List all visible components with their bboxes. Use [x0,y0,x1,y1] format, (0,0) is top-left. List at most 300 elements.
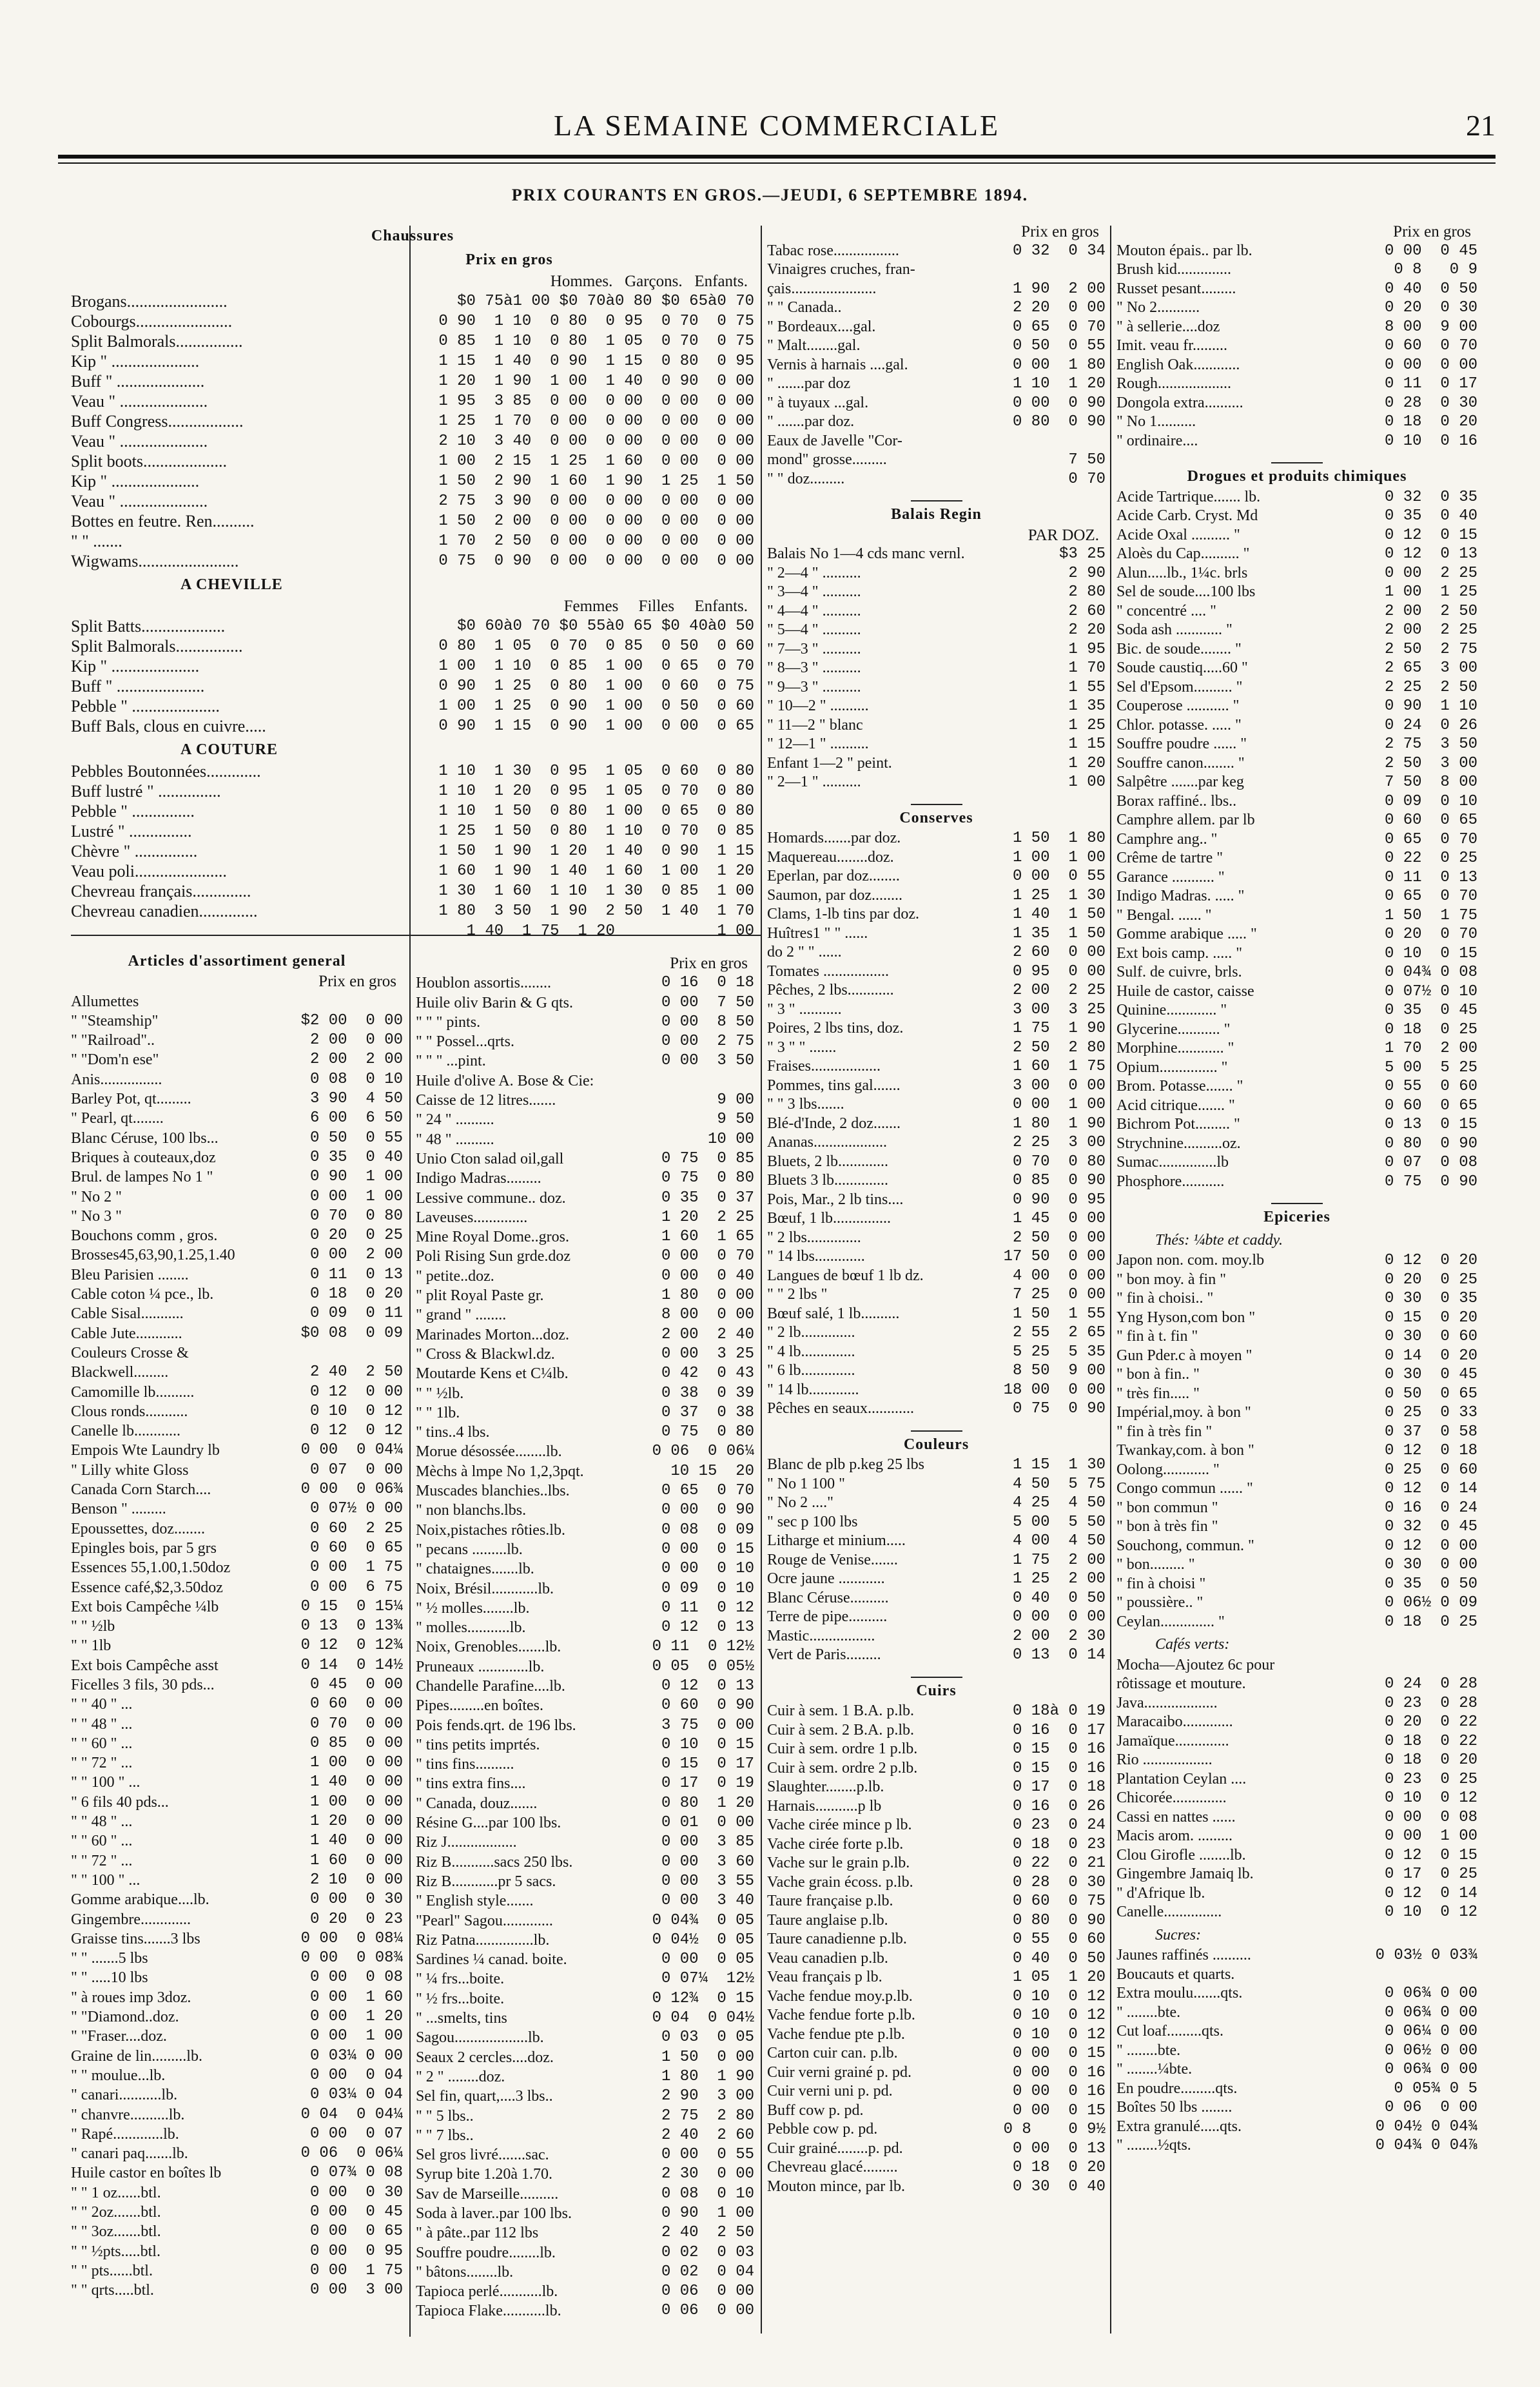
price-row [71,2222,403,2241]
price-row [71,1851,403,1871]
price-row [416,1755,754,1774]
item-name: Buff lustré " ............... [71,782,221,801]
item-name: Tapioca perlé...........lb. [416,2283,558,2301]
item-price: $2 00 0 00 [300,1011,403,1029]
price-row [1116,1537,1477,1556]
item-name: Indigo Madras. ..... " [1116,888,1245,904]
item-price: 0 00 1 00 [1012,1096,1106,1113]
item-name: " " 3 lbs....... [767,1096,844,1113]
item-price: 2 00 2 30 [1012,1627,1106,1645]
price-row [767,432,1106,451]
price-row [1116,1001,1477,1020]
item-price: 1 20 1 90 1 00 1 40 0 90 0 00 [438,373,754,390]
price-row [1116,1555,1477,1575]
price-row [416,2126,754,2145]
item-name: Pêches, 2 lbs............ [767,982,894,999]
price-row [416,1599,754,1618]
item-price: 0 17 0 19 [661,1775,754,1793]
price-row [767,1589,1106,1608]
item-name: " .......par doz [767,375,851,392]
item-name: " .......par doz. [767,413,855,430]
item-price: 0 40 0 50 [1384,280,1477,298]
item-price: 1 80 1 90 [1012,1115,1106,1133]
price-row [767,2120,1106,2139]
item-name: Gingembre............. [71,1911,191,1928]
price-row [71,821,754,841]
item-name: Langues de bœuf 1 lb dz. [767,1267,924,1284]
price-row [1116,1770,1477,1789]
price-row [71,901,754,921]
item-price: 0 06¾ 0 00 [1384,2061,1477,2078]
price-list [767,545,1106,792]
item-name: Acid citrique....... " [1116,1096,1235,1114]
item-price: 0 60 0 65 [309,1539,403,1557]
price-row [71,636,754,656]
item-price: 0 8 0 9 [1394,261,1477,278]
price-row [1116,1020,1477,1040]
item-name: Camomille lb.......... [71,1383,195,1401]
item-price: 3 00 0 00 [1012,1077,1106,1095]
item-name: Mouton mince, par lb. [767,2178,905,2195]
price-row [767,1778,1106,1797]
price-row [416,1579,754,1599]
price-row [71,351,754,371]
section-title: Cuirs [916,1682,957,1699]
item-price: 7 25 0 00 [1012,1286,1106,1303]
price-row [1116,1884,1477,1904]
item-name [71,921,463,941]
price-row [767,1381,1106,1400]
column-header: Femmes Filles Enfants. [563,598,748,615]
price-row [1116,640,1477,659]
item-name: " chanvre..........lb. [71,2106,185,2123]
column-header: PAR DOZ. [1028,526,1099,544]
item-price: 1 70 [1068,659,1106,677]
price-row [71,992,403,1011]
item-price: 2 40 2 50 [661,2224,754,2242]
price-row [71,1871,403,1890]
price-row [416,1559,754,1579]
price-row [416,1227,754,1247]
item-name: " Malt........gal. [767,337,861,354]
price-row [1116,1656,1477,1675]
third-column [767,222,1106,2196]
price-row [71,311,754,331]
item-name: Brom. Potasse....... " [1116,1078,1243,1095]
item-name: Terre de pipe.......... [767,1608,888,1625]
item-name: Couleurs Crosse & [71,1344,189,1361]
item-price: 0 06 0 06¼ [652,1443,754,1461]
column-divider [409,1009,411,2337]
item-price: 0 24 0 28 [1384,1675,1477,1693]
price-row [1116,488,1477,507]
item-name: Cable Jute............ [71,1325,182,1342]
item-price: 0 00 1 20 [309,2008,403,2026]
item-price: 0 90 1 00 [309,1168,403,1186]
item-price: 0 35 0 37 [661,1189,754,1207]
item-name: Noix, Brésil............lb. [416,1580,554,1597]
item-price: 1 00 1 10 0 85 1 00 0 65 0 70 [438,658,754,675]
price-row [71,1343,403,1363]
item-name: Pois fends.qrt. de 196 lbs. [416,1717,576,1734]
item-name: Vinaigres cruches, fran- [767,261,915,278]
assortiment-section-cont [416,954,754,2321]
price-row [767,886,1106,906]
item-price: 7 50 [1068,451,1106,469]
item-name: Jaunes raffinés .......... [1116,1947,1251,1963]
price-list [71,291,754,571]
item-price: 0 14 0 20 [1384,1347,1477,1365]
item-name: Garance ........... " [1116,868,1225,886]
item-name: Chèvre " ............... [71,842,198,861]
item-name: " " .......5 lbs [71,1950,148,1967]
price-row [1116,716,1477,736]
item-name: " molles...........lb. [416,1619,526,1637]
price-row [1116,621,1477,640]
section-title: Balais Regin [891,506,982,523]
price-row [71,1949,403,1968]
price-row [767,1494,1106,1513]
item-price: 1 90 2 00 [1012,280,1106,298]
price-row [1116,830,1477,850]
item-price: 0 03½ 0 03¾ [1375,1947,1477,1964]
price-row [416,1305,754,1325]
item-price: 0 25 0 60 [1384,1461,1477,1479]
item-price: 0 00 1 80 [1012,356,1106,374]
item-name: " "Railroad".. [71,1032,155,1049]
item-price: 0 10 0 15 [1384,944,1477,962]
price-row [767,1702,1106,1721]
price-row [1116,678,1477,697]
item-name: " Bengal. ...... " [1116,906,1212,924]
item-name: Sagou...................lb. [416,2029,544,2047]
price-row [1116,1251,1477,1271]
price-row [1116,1115,1477,1135]
item-name: Ficelles 3 fils, 30 pds... [71,1676,215,1693]
item-name: Sel de soude....100 lbs [1116,583,1256,600]
price-row [1116,982,1477,1002]
item-price: 1 35 1 50 [1012,924,1106,942]
item-price: 1 40 1 75 1 20 1 00 [466,922,754,940]
price-row [767,716,1106,736]
item-price: 0 23 0 25 [1384,1770,1477,1788]
price-row [1116,1946,1477,1965]
item-price: 10 15 20 [670,1462,754,1480]
item-name: Russet pesant......... [1116,280,1236,297]
item-price: 2 00 2 50 [1384,602,1477,620]
header-rule-thin [58,162,1496,164]
item-price: 0 18 0 25 [1384,1613,1477,1631]
price-row [71,1773,403,1792]
price-row [1116,602,1477,621]
item-price: 0 18 0 22 [1384,1732,1477,1750]
item-price: 0 00 0 55 [661,2146,754,2164]
item-name: Cuir à sem. 1 B.A. p.lb. [767,1702,914,1719]
item-name: " " 2oz.......btl. [71,2204,161,2221]
price-row [767,2006,1106,2025]
item-price: 0 02 0 04 [661,2263,754,2281]
item-price: 0 12 0 12 [309,1422,403,1440]
item-name: " à roues imp 3doz. [71,1989,191,2006]
item-price: 0 18 0 25 [1384,1020,1477,1038]
item-price: 0 12 0 00 [1384,1537,1477,1555]
price-row [416,1481,754,1501]
item-name: Veau poli...................... [71,862,227,881]
item-name: Riz Patna...............lb. [416,1931,550,1949]
item-name: rôtissage et mouture. [1116,1675,1246,1692]
price-list [1116,1251,1477,1632]
price-row [416,1872,754,1891]
price-row [1116,526,1477,545]
item-price: 0 00 0 95 [309,2242,403,2260]
price-row [416,2048,754,2067]
price-row [767,678,1106,697]
item-name: Extra granulé.....qts. [1116,2118,1242,2135]
item-name: " " moulue...lb. [71,2067,166,2084]
item-price: 0 60 0 90 [661,1697,754,1715]
item-name: Vache cirée mince p lb. [767,1817,912,1833]
item-name: Mastic................. [767,1627,875,1644]
item-name: " No 3 " [71,1207,122,1225]
item-name: " "Fraser....doz. [71,2028,167,2045]
price-row [71,2242,403,2261]
item-name: Macis arom. ......... [1116,1827,1233,1844]
price-row [71,1285,403,1304]
price-row [71,1070,403,1089]
price-row [71,1207,403,1226]
price-row [71,781,754,801]
item-name: Harnais...........p lb [767,1797,882,1815]
item-price: 0 10 0 15 [661,1735,754,1753]
item-price: 0 85 0 90 [1012,1172,1106,1189]
item-name: Chlor. potasse. ..... " [1116,716,1242,734]
item-price: 0 00 0 90 [1012,394,1106,412]
price-row [71,1480,403,1499]
item-name: " ...smelts, tins [416,2010,507,2027]
item-price: 0 25 0 33 [1384,1404,1477,1421]
price-row [71,1363,403,1382]
item-price: 0 10 0 12 [1384,1789,1477,1807]
item-price: 0 12¾ 0 15 [652,1989,754,2007]
price-row [767,2082,1106,2101]
item-price: 0 12 0 15 [1384,526,1477,544]
item-price: 0 32 0 35 [1384,488,1477,506]
price-list [71,616,754,736]
price-row [71,431,754,451]
price-row [71,2203,403,2222]
price-row [71,2183,403,2203]
price-row [1116,375,1477,394]
item-name: " " 48 " ... [71,1715,133,1733]
price-row [416,1657,754,1677]
item-name: Moutarde Kens et C¼lb. [416,1365,569,1383]
item-price: 0 65 0 70 [1384,830,1477,848]
item-name: Aloès du Cap.......... " [1116,545,1250,562]
item-name: " 12—1 " .......... [767,736,869,752]
price-row [767,1949,1106,1969]
price-row [71,841,754,861]
item-price: 0 00 0 00 [1384,356,1477,374]
item-price: 0 75 0 90 0 00 0 00 0 00 0 00 [438,552,754,570]
item-name: " " 60 " ... [71,1735,133,1752]
item-name: " bon commun " [1116,1499,1218,1516]
price-row [71,1245,403,1265]
item-name: Laveuses.............. [416,1209,528,1226]
item-price: 1 15 1 30 [1012,1456,1106,1474]
price-row [767,318,1106,337]
price-row [1116,2136,1477,2156]
item-name: Canelle lb............ [71,1423,180,1440]
item-name: Souffre canon........ " [1116,754,1245,772]
price-row [71,291,754,311]
item-price: 0 90 1 25 0 80 1 00 0 60 0 75 [438,677,754,695]
item-name: Souffre poudre........lb. [416,2244,556,2261]
price-list [71,992,403,2301]
item-price: 0 08 0 10 [309,1070,403,1088]
item-price: 1 00 1 25 0 90 1 00 0 50 0 60 [438,697,754,715]
item-price: 2 90 [1068,564,1106,582]
item-price: 0 00 3 25 [661,1345,754,1363]
price-row [416,1637,754,1657]
item-price: 0 35 0 50 [1384,1575,1477,1593]
price-row [71,1499,403,1519]
item-price: 0 00 0 30 [309,1891,403,1909]
item-name: Pebble " ..................... [71,697,220,716]
item-price: 1 50 0 00 [661,2048,754,2066]
item-name: Rouge de Venise....... [767,1551,898,1568]
column-header: Prix en gros [1393,223,1471,240]
item-price: 0 12 0 00 [309,1383,403,1401]
price-row [416,2107,754,2126]
price-row [71,1226,403,1245]
price-row [416,1813,754,1833]
price-row [71,1167,403,1187]
price-row [71,1324,403,1343]
price-row [416,1969,754,1989]
item-price: 0 32 0 45 [1384,1518,1477,1535]
price-row [71,656,754,676]
price-row [1116,507,1477,526]
item-price: 0 20 0 23 [309,1910,403,1928]
item-name: Enfant 1—2 " peint. [767,754,892,772]
item-name: " 9—3 " .......... [767,678,861,696]
item-price: 0 04½ 0 04¾ [1375,2118,1477,2136]
price-row [767,640,1106,659]
price-row [416,1364,754,1383]
item-name: Salpêtre .......par keg [1116,774,1244,790]
price-row [767,1038,1106,1058]
item-price: 0 00 8 50 [661,1013,754,1031]
item-name: " " Possel...qrts. [416,1033,514,1051]
item-name: Crême de tartre " [1116,850,1223,866]
item-name: " " 1lb. [416,1404,460,1421]
price-row [416,1853,754,1872]
price-row [71,471,754,491]
section-rule [1271,462,1323,463]
page-number: 21 [1466,109,1496,142]
item-price: 0 20 0 25 [309,1227,403,1245]
item-name: English Oak............ [1116,356,1240,373]
item-price: 0 03¼ 0 04 [309,2086,403,2104]
item-price: 0 07½ 0 00 [309,1500,403,1518]
item-name: Tomates ................. [767,962,889,980]
item-price: 0 65 0 70 [661,1482,754,1500]
item-name: " fin à très fin " [1116,1423,1213,1440]
price-row [71,1715,403,1734]
item-price: 1 50 1 90 1 20 1 40 0 90 1 15 [438,843,754,860]
price-row [1116,260,1477,280]
item-name: " " doz......... [767,470,845,487]
item-name: Pêches en seaux............ [767,1400,914,1417]
item-name: Cuir grainé........p. pd. [767,2139,903,2157]
item-price: 3 00 3 25 [1012,1000,1106,1018]
price-row [71,2281,403,2300]
item-name: " " ½pts.....btl. [71,2243,161,2260]
item-name: Oolong............ " [1116,1461,1220,1478]
price-row [767,451,1106,470]
item-name: " " 40 " ... [71,1696,133,1713]
item-name: Rough................... [1116,375,1232,392]
price-row [767,2044,1106,2063]
price-row [71,2163,403,2183]
price-row [71,331,754,351]
item-name: Chevreau glacé......... [767,2159,898,2176]
item-price: 1 40 0 00 [309,1773,403,1791]
item-name: " 6 lb.............. [767,1362,855,1379]
item-price: 0 65 0 70 [1012,318,1106,336]
item-price: 0 35 0 45 [1384,1002,1477,1019]
item-price: 0 75 0 80 [661,1423,754,1441]
price-row [71,551,754,571]
item-name: Bottes en feutre. Ren.......... [71,512,255,531]
price-row [416,1540,754,1559]
item-name: Yng Hyson,com bon " [1116,1309,1256,1326]
item-price: 0 00 0 30 [309,2183,403,2201]
price-row [416,2145,754,2165]
item-name: " 4 lb.............. [767,1343,855,1360]
price-row [767,773,1106,792]
price-row [767,1987,1106,2007]
price-row [71,1968,403,1987]
item-price [1474,1656,1477,1675]
item-name: Litharge et minium..... [767,1532,906,1549]
item-price: 4 50 5 75 [1012,1475,1106,1493]
price-row [1116,1441,1477,1461]
price-row [71,1402,403,1421]
item-price: 0 00 3 00 [309,2281,403,2299]
subsection-label: Cafés verts: [1155,1636,1230,1653]
price-row [71,1129,403,1148]
item-name: " fin à choisi.. " [1116,1290,1214,1307]
item-price: 0 11 0 13 [1384,868,1477,886]
price-row [767,2158,1106,2178]
section-rule [911,1430,962,1432]
item-price: 0 00 3 85 [661,1833,754,1851]
item-price: 6 00 6 50 [309,1109,403,1127]
price-row [1116,2003,1477,2023]
price-row [71,676,754,696]
item-name: Brul. de lampes No 1 " [71,1169,213,1186]
item-price: 0 95 0 00 [1012,962,1106,980]
price-row [416,2301,754,2321]
item-name: Ocre jaune ............ [767,1570,885,1587]
item-name: Kip " ..................... [71,472,200,491]
price-row [71,1011,403,1031]
price-row [71,616,754,636]
item-price: 0 05 0 05½ [652,1657,754,1675]
item-name: Cut loaf.........qts. [1116,2023,1223,2040]
column-header: Hommes. Garçons. Enfants. [550,273,748,290]
